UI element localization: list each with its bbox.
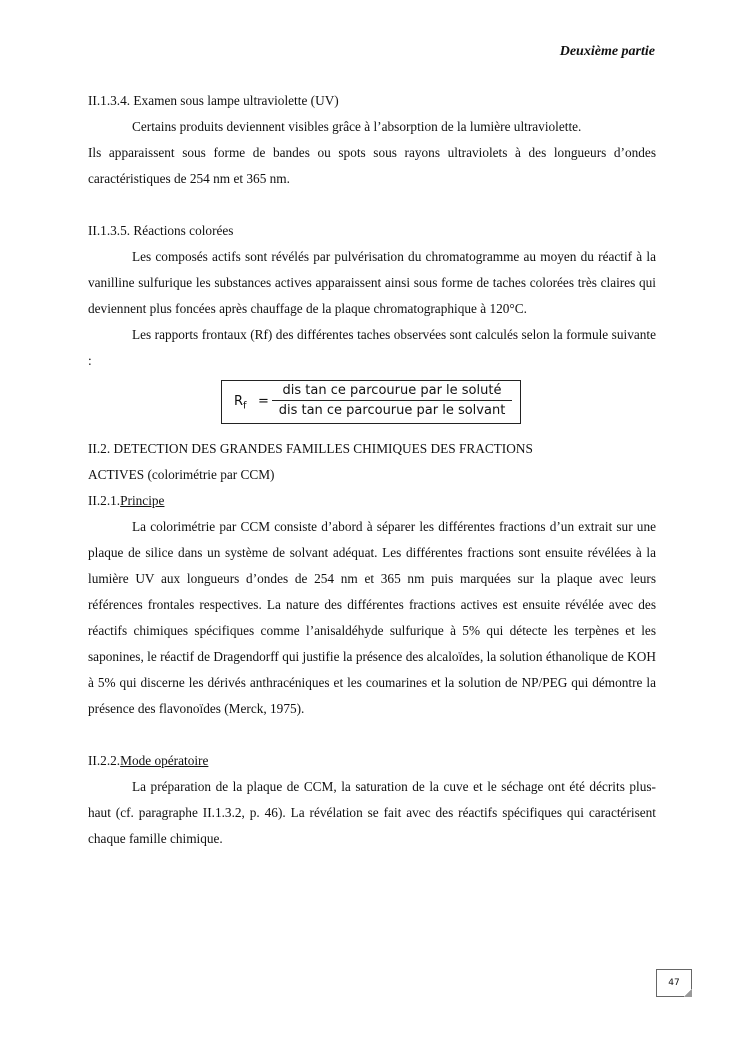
formula-lhs: $R_f$ [234, 394, 247, 412]
formula-numerator: dis tan ce parcourue par le soluté [272, 383, 512, 401]
paragraph-colored-2: Les rapports frontaux (Rf) des différentes taches observées sont calculés selon la formule suivante : [88, 327, 656, 368]
subsection-heading-mode: II.2.2.Mode opératoire [88, 753, 209, 768]
formula-equals: = [258, 394, 269, 409]
section-heading-colored: II.1.3.5. Réactions colorées [88, 223, 234, 238]
page-body [88, 88, 656, 852]
subsection-heading-principe: II.2.1.Principe [88, 493, 165, 508]
page-number: 47 [656, 969, 692, 997]
section-heading-detection-2: ACTIVES (colorimétrie par CCM) [88, 467, 275, 482]
section-heading-uv: II.1.3.4. Examen sous lampe ultraviolette (UV) [88, 93, 339, 108]
running-header: Deuxième partie [559, 44, 655, 59]
paragraph-mode: La préparation de la plaque de CCM, la saturation de la cuve et le séchage ont été décrits plus-haut (cf. paragraphe II.1.3.2, p. 46). La révélation se fait avec des réactifs spécifiques qui caractérisent chaque famille chimique. [88, 779, 656, 846]
paragraph-uv-2: Ils apparaissent sous forme de bandes ou spots sous rayons ultraviolets à des longueurs d’ondes caractéristiques de 254 nm et 365 nm. [88, 145, 656, 186]
rf-formula [221, 380, 521, 424]
paragraph-colored-1: Les composés actifs sont révélés par pulvérisation du chromatogramme au moyen du réactif à la vanilline sulfurique les substances actives apparaissent ainsi sous forme de taches colorées très claires qui deviennent plus foncées après chauffage de la plaque chromatographique à 120°C. [88, 249, 656, 316]
formula-denominator: dis tan ce parcourue par le solvant [278, 403, 506, 418]
paragraph-principe: La colorimétrie par CCM consiste d’abord à séparer les différentes fractions d’un extrait sur une plaque de silice dans un système de solvant adéquat. Les différentes fractions sont ensuite révélées à la lumière UV aux longueurs d’ondes de 254 nm et 365 nm puis marquées sur la plaque avec leurs références frontales respectives. La nature des différentes fractions actives est ensuite révélée avec des réactifs chimiques spécifiques comme l’anisaldéhyde sulfurique à 5% qui détecte les terpènes et les saponines, le réactif de Dragendorff qui justifie la présence des alcaloïdes, la solution éthanolique de KOH à 5% qui discerne les dérivés anthracéniques et les coumarines et la solution de NP/PEG qui démontre la présence des flavonoïdes (Merck, 1975). [88, 519, 656, 716]
paragraph-uv-1: Certains produits deviennent visibles grâce à l’absorption de la lumière ultraviolette. [132, 119, 582, 134]
formula-fraction [272, 383, 512, 418]
section-heading-detection-1: II.2. DETECTION DES GRANDES FAMILLES CHIMIQUES DES FRACTIONS [88, 441, 533, 456]
